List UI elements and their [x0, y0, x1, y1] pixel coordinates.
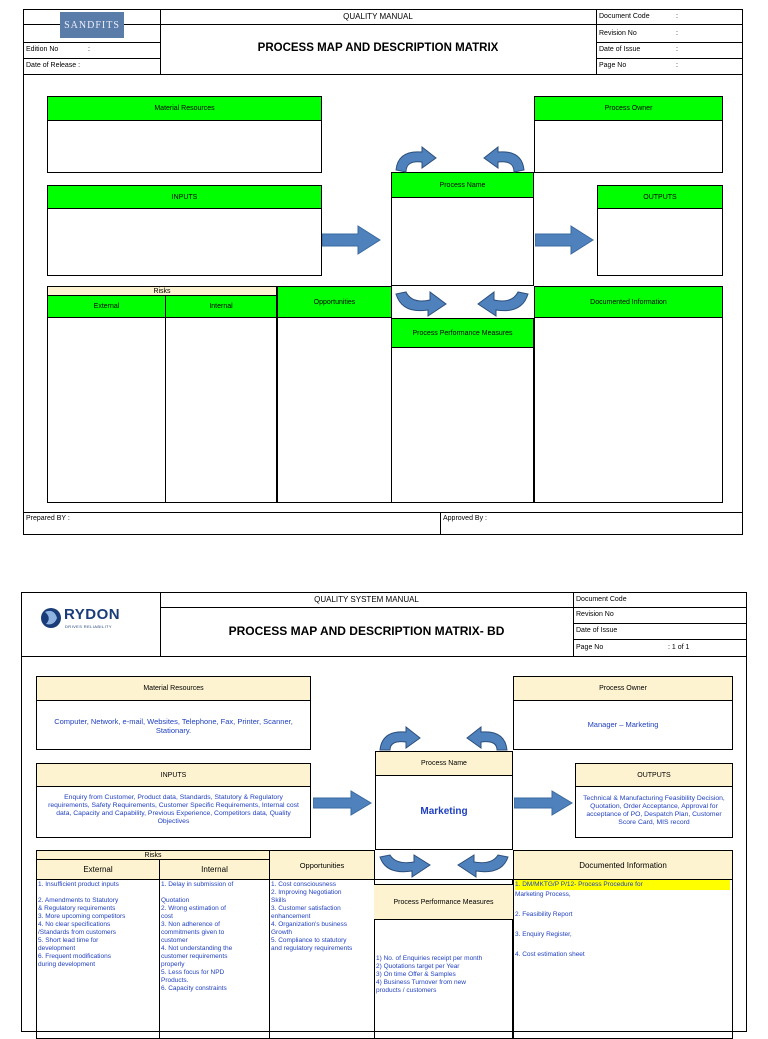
date-of-issue-label: Date of Issue: [599, 46, 641, 53]
internal-header: Internal: [159, 859, 270, 880]
documented-information-col: [534, 317, 723, 503]
cycle-arrow-left-icon: [376, 726, 432, 752]
process-performance-measures-col: [391, 347, 534, 503]
quality-manual-label: QUALITY MANUAL: [343, 12, 413, 21]
list-item: 2) Quotations target per Year: [376, 963, 460, 970]
edition-no-label: Edition No: [26, 46, 59, 53]
process-owner-header: Process Owner: [534, 96, 723, 121]
list-item: 2. Wrong estimation of: [161, 905, 226, 912]
opportunities-header: Opportunities: [269, 850, 375, 880]
list-item: 4. Cost estimation sheet: [515, 951, 585, 958]
inputs-text: Enquiry from Customer, Product data, Standards, Statutory & Regulatory requirements, Safety Requirements, Customer Specific Requirements, Internal cost data, Capacity and Capability, Previous Experience, Competitors data, Quality Objectives: [36, 786, 311, 838]
document-code-label: Document Code: [599, 13, 650, 20]
list-item: 1. Delay in submission of: [161, 881, 234, 888]
process-name-box: [391, 197, 534, 286]
process-owner-header: Process Owner: [513, 676, 733, 701]
process-performance-measures-header: Process Performance Measures: [391, 318, 534, 348]
list-item: 5. Short lead time for: [38, 937, 99, 944]
list-item: development: [38, 945, 76, 952]
list-item: Growth: [271, 929, 292, 936]
material-resources-box: [47, 120, 322, 173]
material-resources-text: Computer, Network, e-mail, Websites, Telephone, Fax, Printer, Scanner, Stationary.: [36, 700, 311, 750]
sandfits-logo: SANDFITS: [60, 12, 124, 38]
inputs-box: [47, 208, 322, 276]
list-item: enhancement: [271, 913, 311, 920]
outputs-text: Technical & Manufacturing Feasibility Decision, Quotation, Order Acceptance, Approval for acceptance of PO, Despatch Plan, Customer Score Card, MIS record: [575, 786, 733, 838]
page-no-colon: :: [676, 62, 678, 69]
list-item: & Regulatory requirements: [38, 905, 116, 912]
list-item: [515, 940, 732, 950]
list-item: 6. Frequent modifications: [38, 953, 111, 960]
list-item: 6. Capacity constraints: [161, 985, 227, 992]
list-item: Marketing Process,: [515, 891, 571, 898]
list-item: 3. Customer satisfaction: [271, 905, 341, 912]
external-risks-list: [38, 881, 158, 969]
list-item: [515, 920, 732, 930]
list-item: 3. Non adherence of: [161, 921, 220, 928]
material-resources-header: Material Resources: [47, 96, 322, 121]
date-of-release-label: Date of Release :: [26, 62, 81, 69]
form1-divider: [23, 24, 743, 25]
process-name-header: Process Name: [391, 172, 534, 198]
rydon-logo-icon: [40, 604, 62, 632]
rydon-logo: RYDON DRIVES RELIABILITY: [40, 600, 140, 640]
list-item: 4. Organization's business: [271, 921, 348, 928]
list-item: 2. Feasibility Report: [515, 911, 573, 918]
risks-header: Risks: [36, 850, 270, 860]
cycle-arrow-right-icon: [472, 146, 528, 174]
opportunities-header: Opportunities: [277, 286, 392, 318]
list-item: 2. Improving Negotiation: [271, 889, 342, 896]
outputs-header: OUTPUTS: [597, 185, 723, 209]
page-no-label: Page No: [576, 644, 604, 651]
list-item: Skills: [271, 897, 287, 904]
opportunities-col: [277, 317, 392, 503]
list-item: during development: [38, 961, 96, 968]
list-item: and regulatory requirements: [271, 945, 353, 952]
cycle-arrow-right-icon: [455, 726, 511, 752]
list-item: /Standards from customers: [38, 929, 117, 936]
external-header: External: [36, 859, 160, 880]
list-item: 5. Less focus for NPD: [161, 969, 225, 976]
document-code-colon: :: [676, 13, 678, 20]
date-of-issue-colon: :: [676, 46, 678, 53]
documented-information-header: Documented Information: [534, 286, 723, 318]
list-item: 1. Insufficient product inputs: [38, 881, 119, 888]
list-item: products / customers: [376, 987, 437, 994]
list-item: 2. Amendments to Statutory: [38, 897, 119, 904]
page-no-value: : 1 of 1: [668, 644, 690, 651]
process-name-value: Marketing: [375, 775, 513, 850]
list-item: commitments given to: [161, 929, 225, 936]
quality-system-manual-label: QUALITY SYSTEM MANUAL: [314, 595, 419, 604]
inputs-header: INPUTS: [47, 185, 322, 209]
list-item: customer: [161, 937, 188, 944]
list-item: customer requirements: [161, 953, 228, 960]
list-item: 3. Enquiry Register,: [515, 931, 572, 938]
list-item: Quotation: [161, 897, 190, 904]
internal-risks-list: [161, 881, 269, 993]
arrow-right-icon: [322, 225, 382, 255]
cycle-arrow-up-icon: [470, 290, 532, 318]
outputs-header: OUTPUTS: [575, 763, 733, 787]
date-of-issue-label: Date of Issue: [576, 627, 618, 634]
opportunities-list: [271, 881, 374, 953]
list-item: properly: [161, 961, 185, 968]
document-code-label: Document Code: [576, 596, 627, 603]
cycle-arrow-left-icon: [392, 146, 448, 174]
process-owner-box: [534, 120, 723, 173]
page-no-label: Page No: [599, 62, 627, 69]
external-header: External: [47, 295, 166, 318]
revision-no-colon: :: [676, 30, 678, 37]
list-item: 4. Not understanding the: [161, 945, 233, 952]
cycle-arrow-up-icon: [450, 853, 512, 879]
external-col: [47, 317, 166, 503]
edition-no-colon: :: [88, 46, 90, 53]
internal-col: [165, 317, 277, 503]
material-resources-header: Material Resources: [36, 676, 311, 701]
process-owner-text: Manager – Marketing: [513, 700, 733, 750]
approved-by-label: Approved By :: [443, 515, 487, 522]
list-item: 4) Business Turnover from new: [376, 979, 466, 986]
list-item: 1. DM/MKTG/P P/12- Process Procedure for: [515, 880, 730, 890]
page-title-bd: PROCESS MAP AND DESCRIPTION MATRIX- BD: [228, 624, 505, 638]
page-title: PROCESS MAP AND DESCRIPTION MATRIX: [257, 42, 499, 54]
arrow-right-icon: [514, 790, 574, 816]
measures-list: [376, 955, 512, 995]
documented-information-header: Documented Information: [513, 850, 733, 880]
prepared-by-label: Prepared BY :: [26, 515, 70, 522]
arrow-right-icon: [313, 790, 373, 816]
cycle-arrow-up-icon: [392, 290, 454, 318]
list-item: cost: [161, 913, 173, 920]
list-item: 1. Cost consciousness: [271, 881, 337, 888]
revision-no-label: Revision No: [599, 30, 637, 37]
list-item: 3) On time Offer & Samples: [376, 971, 456, 978]
list-item: [38, 889, 158, 897]
documented-list: [515, 880, 732, 960]
list-item: 5. Compliance to statutory: [271, 937, 347, 944]
list-item: [161, 889, 269, 897]
revision-no-label: Revision No: [576, 611, 614, 618]
list-item: [515, 900, 732, 910]
outputs-box: [597, 208, 723, 276]
process-name-header: Process Name: [375, 751, 513, 776]
arrow-right-icon: [535, 225, 595, 255]
internal-header: Internal: [165, 295, 277, 318]
list-item: 1) No. of Enquiries receipt per month: [376, 955, 483, 962]
list-item: 3. More upcoming competitors: [38, 913, 126, 920]
process-performance-measures-header: Process Performance Measures: [374, 884, 513, 920]
list-item: Products.: [161, 977, 189, 984]
list-item: 4. No clear specifications: [38, 921, 111, 928]
risks-header: Risks: [47, 286, 277, 296]
inputs-header: INPUTS: [36, 763, 311, 787]
cycle-arrow-up-icon: [376, 853, 438, 879]
